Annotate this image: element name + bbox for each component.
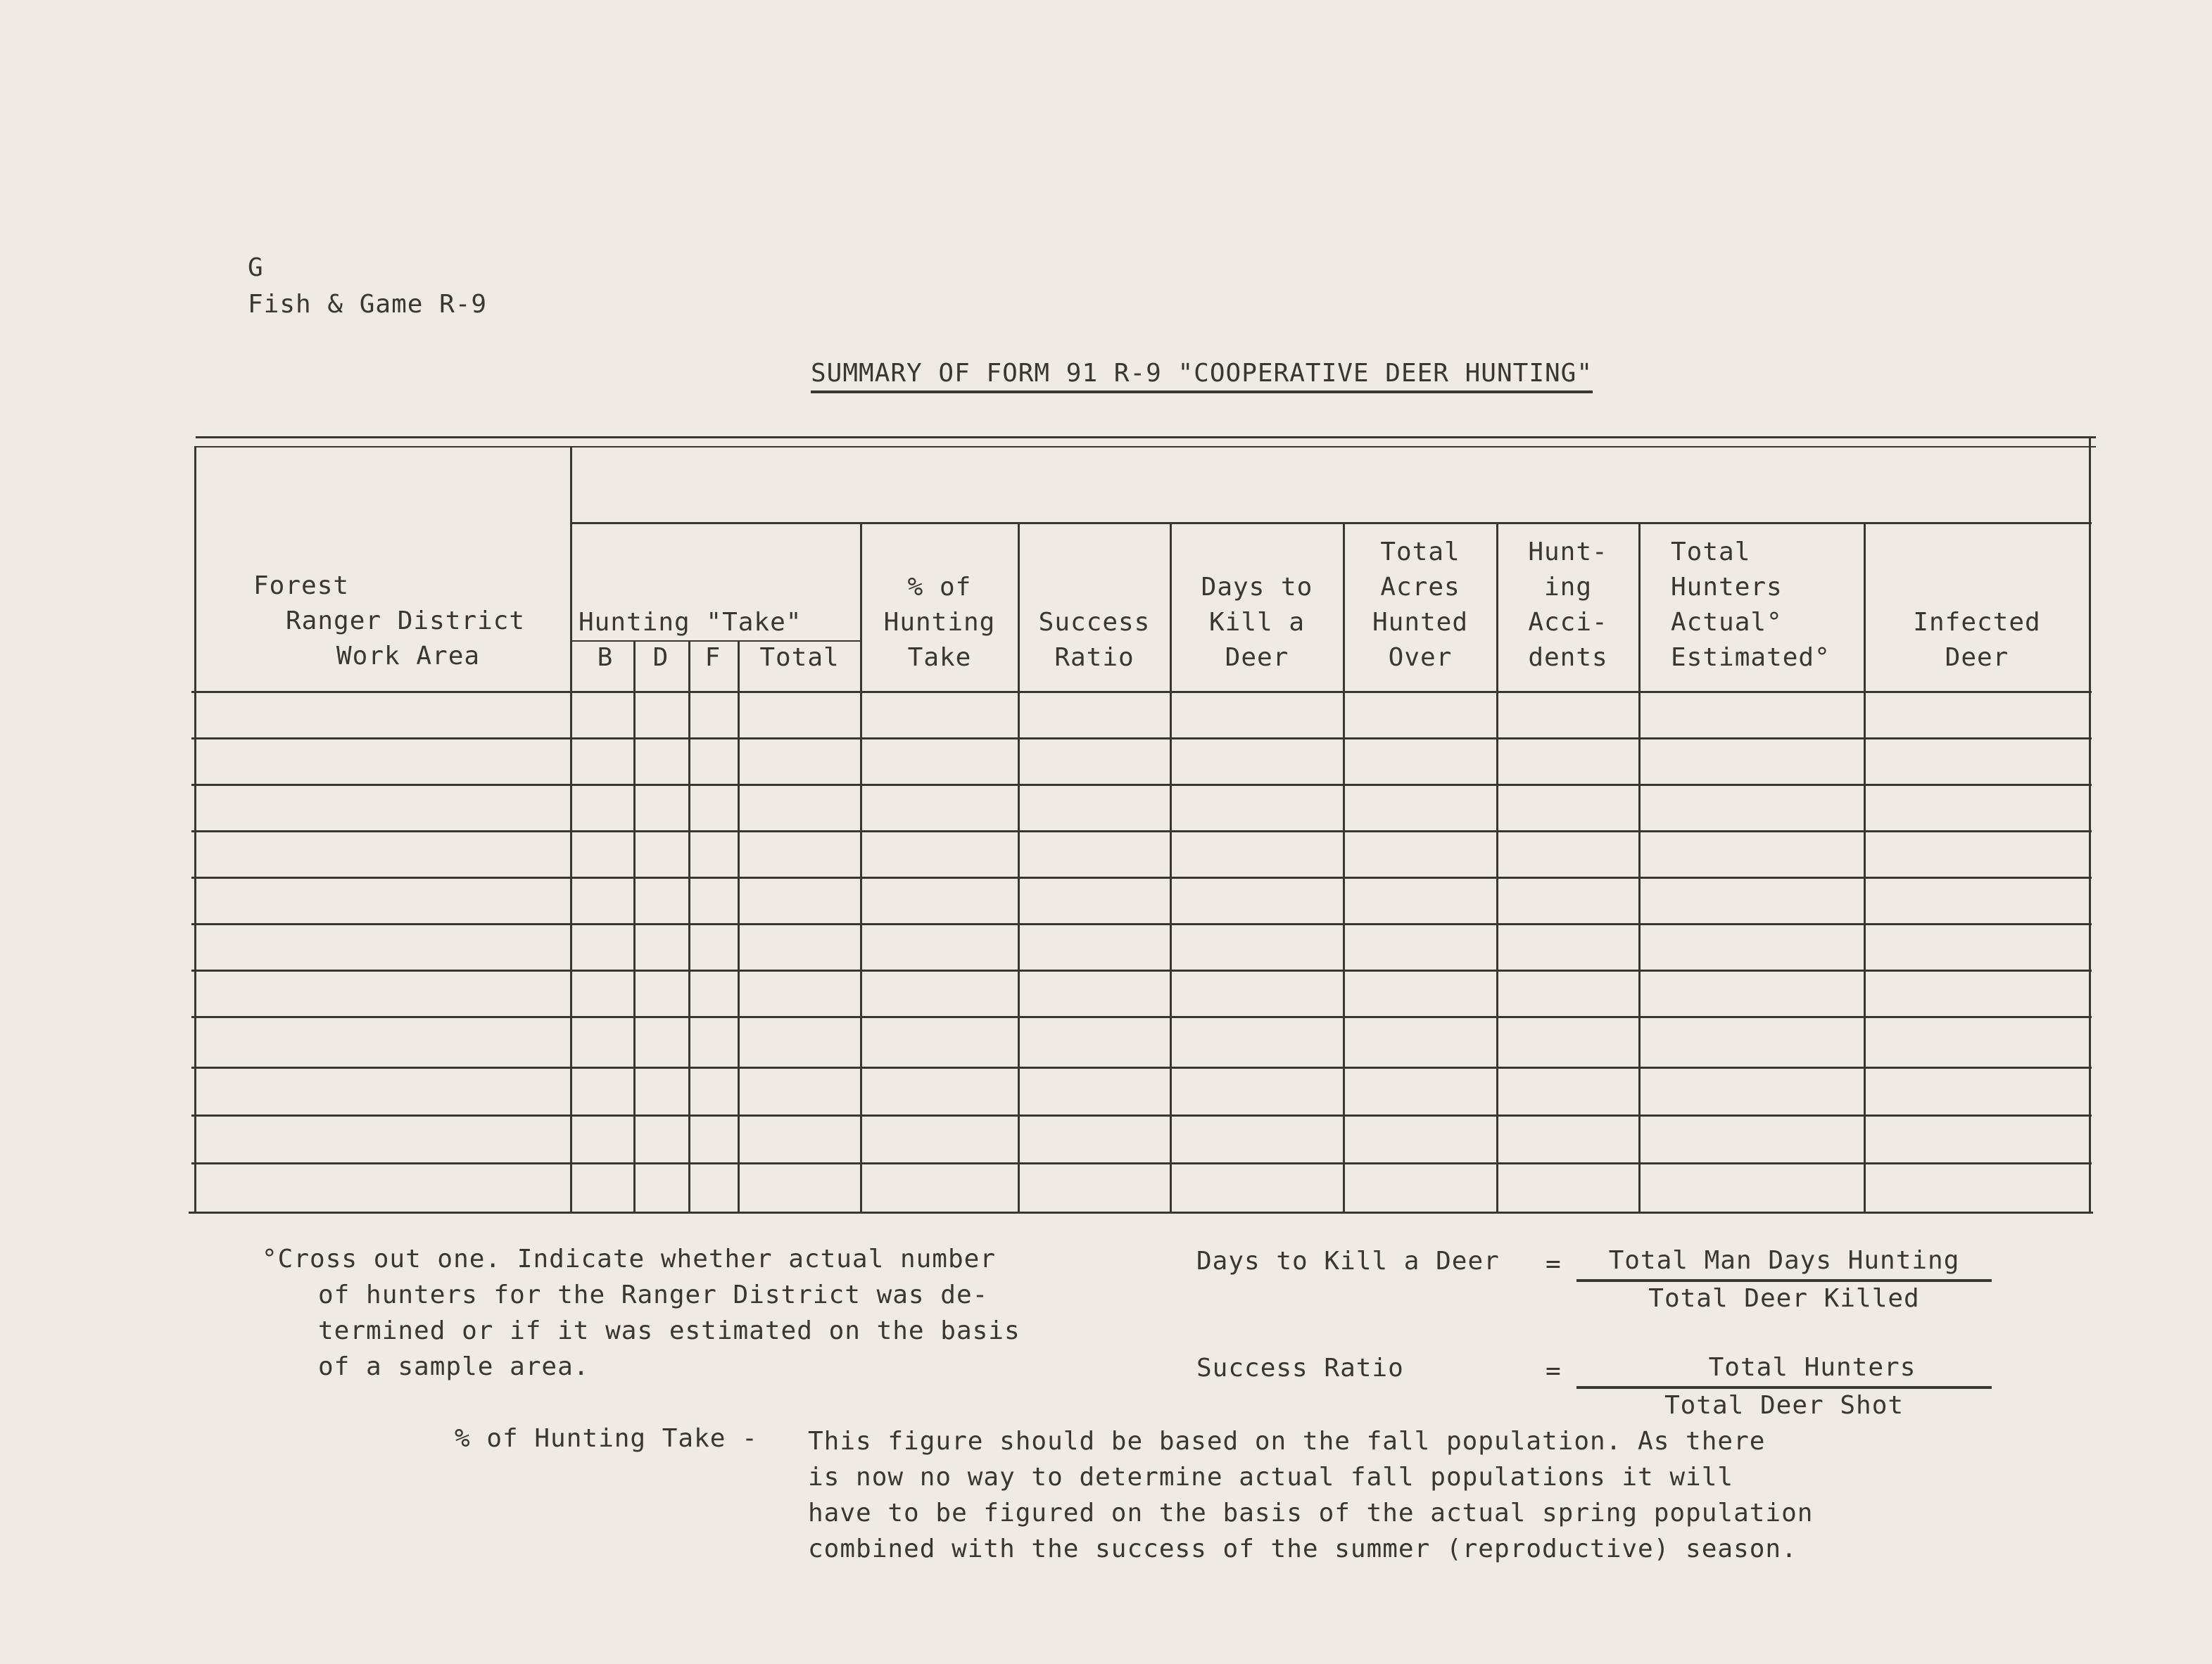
forest-label: Forest <box>253 571 350 600</box>
acres-line: Total <box>1380 538 1460 566</box>
hunters-line: Estimated° <box>1671 643 1831 672</box>
row-line <box>191 830 2092 832</box>
acres-line: Over <box>1388 643 1453 672</box>
formula-success-label: Success Ratio <box>1196 1354 1404 1383</box>
formula-success-fraction <box>1576 1351 1992 1423</box>
row-line <box>191 923 2092 925</box>
infected-line: Deer <box>1945 643 2009 672</box>
footnote-line: °Cross out one. Indicate whether actual number <box>262 1245 996 1274</box>
footnote-line: of a sample area. <box>318 1352 590 1381</box>
percent-line: Take <box>907 643 972 672</box>
acres-line: Hunted <box>1372 608 1469 637</box>
table-bottom-border <box>189 1212 2093 1214</box>
success-line: Success <box>1038 608 1151 637</box>
days-line: Deer <box>1225 643 1289 672</box>
formula-days-numerator: Total Man Days Hunting <box>1576 1244 1992 1282</box>
row-line <box>191 784 2092 786</box>
accidents-line: Acci- <box>1528 608 1608 637</box>
header-block <box>248 250 487 324</box>
table-top-border-inner <box>196 446 2096 447</box>
col-divider <box>738 640 740 1212</box>
col-divider <box>860 522 862 1212</box>
accidents-line: dents <box>1528 643 1608 672</box>
row-line <box>191 1162 2092 1164</box>
row-line <box>191 1067 2092 1069</box>
success-line: Ratio <box>1054 643 1135 672</box>
row-line <box>191 737 2092 739</box>
col-header-forest <box>253 569 525 674</box>
accidents-line: Hunt- <box>1528 538 1608 566</box>
accidents-line: ing <box>1543 573 1593 602</box>
work-area-label: Work Area <box>336 642 481 671</box>
col-divider <box>633 640 636 1212</box>
table-top-border <box>196 436 2096 438</box>
infected-line: Infected <box>1913 608 2041 637</box>
days-line: Days to <box>1201 573 1313 602</box>
col-header-percent <box>863 570 1016 675</box>
col-header-success <box>1020 605 1168 675</box>
pct-note-label: % of Hunting Take - <box>455 1424 758 1453</box>
footnote-line: of hunters for the Ranger District was de- <box>318 1281 989 1309</box>
col-divider <box>1638 522 1641 1212</box>
header-bottom-border <box>191 691 2092 693</box>
col-divider <box>688 640 690 1212</box>
table-left-border <box>194 446 196 1213</box>
col-header-d: D <box>652 643 669 672</box>
row-line <box>191 1016 2092 1018</box>
col-divider <box>1496 522 1498 1212</box>
formula-success-equals: = <box>1546 1357 1562 1385</box>
col-header-b: B <box>597 643 614 672</box>
col-header-hunting-take: Hunting "Take" <box>579 608 802 637</box>
hunters-line: Total <box>1671 538 1751 566</box>
form-code: G <box>248 253 264 282</box>
col-divider <box>1864 522 1866 1212</box>
col-divider <box>1343 522 1345 1212</box>
hunters-line: Actual° <box>1671 608 1783 637</box>
row-line <box>191 970 2092 972</box>
row-line <box>191 877 2092 879</box>
col-header-infected <box>1866 605 2087 675</box>
col-divider <box>570 446 572 1213</box>
pct-note-text <box>808 1424 1813 1568</box>
col-header-f: F <box>704 643 721 672</box>
col-header-acres <box>1346 535 1495 675</box>
hunters-line: Hunters <box>1671 573 1783 602</box>
col-divider <box>1018 522 1020 1212</box>
col-header-days <box>1173 570 1341 675</box>
row-line <box>191 1114 2092 1117</box>
col-header-accidents <box>1499 535 1637 675</box>
formula-days-fraction <box>1576 1244 1992 1316</box>
page-title: SUMMARY OF FORM 91 R-9 "COOPERATIVE DEER HUNTING" <box>811 359 1593 393</box>
table-right-border <box>2089 438 2091 1212</box>
ranger-district-label: Ranger District <box>286 606 526 635</box>
formula-success-numerator: Total Hunters <box>1576 1351 1992 1389</box>
days-line: Kill a <box>1208 608 1306 637</box>
percent-line: % of <box>907 573 972 602</box>
col-divider <box>1170 522 1172 1212</box>
formula-days-equals: = <box>1546 1250 1562 1278</box>
pct-note-line: have to be figured on the basis of the actual spring population <box>808 1499 1814 1528</box>
formula-success-denominator: Total Deer Shot <box>1664 1391 1904 1420</box>
percent-line: Hunting <box>883 608 996 637</box>
col-header-hunters <box>1671 535 1831 675</box>
pct-note-line: combined with the success of the summer (reproductive) season. <box>808 1535 1797 1563</box>
pct-note-line: This figure should be based on the fall population. As there <box>808 1427 1766 1456</box>
department-label: Fish & Game R-9 <box>248 290 488 319</box>
footnote-line: termined or if it was estimated on the basis <box>318 1316 1020 1345</box>
formula-days-label: Days to Kill a Deer <box>1196 1247 1500 1276</box>
pct-note-line: is now no way to determine actual fall populations it will <box>808 1463 1734 1492</box>
formula-days-denominator: Total Deer Killed <box>1648 1284 1920 1313</box>
acres-line: Acres <box>1380 573 1460 602</box>
col-header-total: Total <box>759 643 840 672</box>
footnote <box>262 1242 1020 1385</box>
